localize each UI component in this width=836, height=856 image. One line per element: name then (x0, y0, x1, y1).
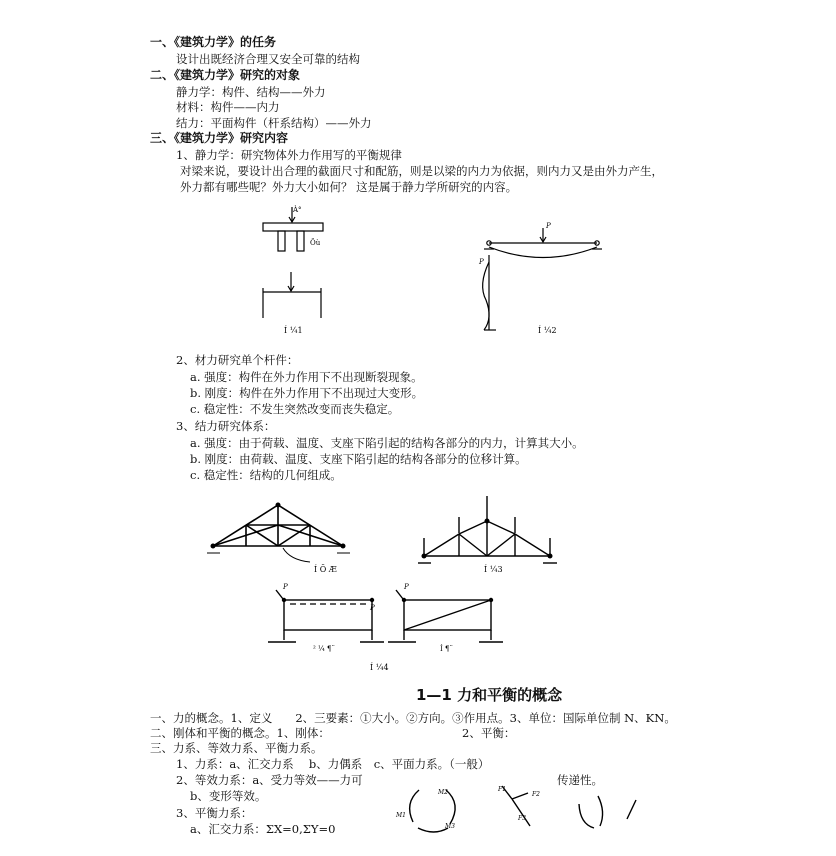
section-1-text: 设计出既经济合理又安全可靠的结构 (176, 52, 360, 66)
force-f3: F3 (518, 815, 526, 822)
item-3c: c. 稳定性：结构的几何组成。 (190, 468, 342, 482)
paragraph-2: 外力都有哪些呢？外力大小如何？ 这是属于静力学所研究的内容。 (180, 180, 518, 194)
fig2-p-top: P (546, 222, 551, 230)
equilibrium-label: 2、平衡： (462, 726, 516, 740)
fig1-top-label: À° (293, 206, 302, 214)
rigid-body-line: 二、刚体和平衡的概念。1、刚体： (150, 726, 330, 740)
section-2-heading: 二、《建筑力学》研究的对象 (150, 68, 301, 82)
force-f1: F1 (498, 786, 506, 793)
equivalent-force-line: 2、等效力系：a、受力等效——力可 (176, 773, 363, 787)
force-system-types: 1、力系：a、汇交力系 b、力偶系 c、平面力系。（一般） (176, 757, 490, 771)
deformation-equivalence: b、变形等效。 (190, 789, 267, 803)
section-3-heading: 三、《建筑力学》研究内容 (150, 131, 289, 145)
fig2-p-left: P (479, 258, 484, 266)
item-2: 2、材力研究单个杆件： (176, 353, 299, 367)
moment-m1: M1 (396, 812, 406, 819)
fig1-caption: Í ¼1 (284, 326, 303, 335)
item-1: 1、静力学：研究物体外力作用写的平衡规律 (176, 148, 402, 162)
truss-left-caption: Í Ö Æ (314, 565, 337, 574)
frame-left-caption: ² ¼ ¶¨ (313, 645, 335, 653)
moment-m3: M3 (445, 823, 455, 830)
truss-right-caption: Í ¼3 (484, 565, 503, 574)
frame-right-p: P (404, 583, 409, 591)
figure-4-caption: Í ¼4 (370, 663, 389, 672)
frame-left-p: P (283, 583, 288, 591)
section-1-1-title: 1—1 力和平衡的概念 (416, 686, 563, 704)
fig1-side-label: Öù (310, 239, 321, 247)
force-f2: F2 (532, 791, 540, 798)
item-3: 3、结力研究体系： (176, 419, 276, 433)
item-2c: c. 稳定性：不发生突然改变而丧失稳定。 (190, 402, 400, 416)
materials-text: 材料：构件——内力 (176, 100, 280, 114)
structural-text: 结力：平面构件（杆系结构）——外力 (176, 116, 372, 130)
concurrent-equation: a、汇交力系：ΣX=0,ΣY=0 (190, 822, 336, 836)
force-system-line: 三、力系、等效力系、平衡力系。 (150, 741, 323, 755)
balanced-force-line: 3、平衡力系： (176, 806, 253, 820)
section-1-heading: 一、《建筑力学》的任务 (150, 35, 277, 49)
item-2b: b. 刚度：构件在外力作用下不出现过大变形。 (190, 386, 424, 400)
frame-right-caption: Í ¶¨ (440, 645, 453, 653)
item-3b: b. 刚度：由荷载、温度、支座下陷引起的结构各部分的位移计算。 (190, 452, 527, 466)
item-3a: a. 强度：由于荷载、温度、支座下陷引起的结构各部分的内力，计算其大小。 (190, 436, 584, 450)
fig2-caption: Í ¼2 (538, 326, 557, 335)
frame-left-p-side: P (370, 604, 375, 612)
moment-m2: M2 (438, 789, 448, 796)
transmissibility-label: 传递性。 (557, 773, 603, 787)
paragraph-1: 对梁来说，要设计出合理的截面尺寸和配筋，则是以梁的内力为依据，则内力又是由外力产生， (180, 164, 663, 178)
statics-text: 静力学：构件、结构——外力 (176, 85, 326, 99)
force-concept-line: 一、力的概念。1、定义 2、三要素：①大小。②方向。③作用点。3、单位：国际单位制 N、KN。 (150, 711, 676, 725)
item-2a: a. 强度：构件在外力作用下不出现断裂现象。 (190, 370, 423, 384)
